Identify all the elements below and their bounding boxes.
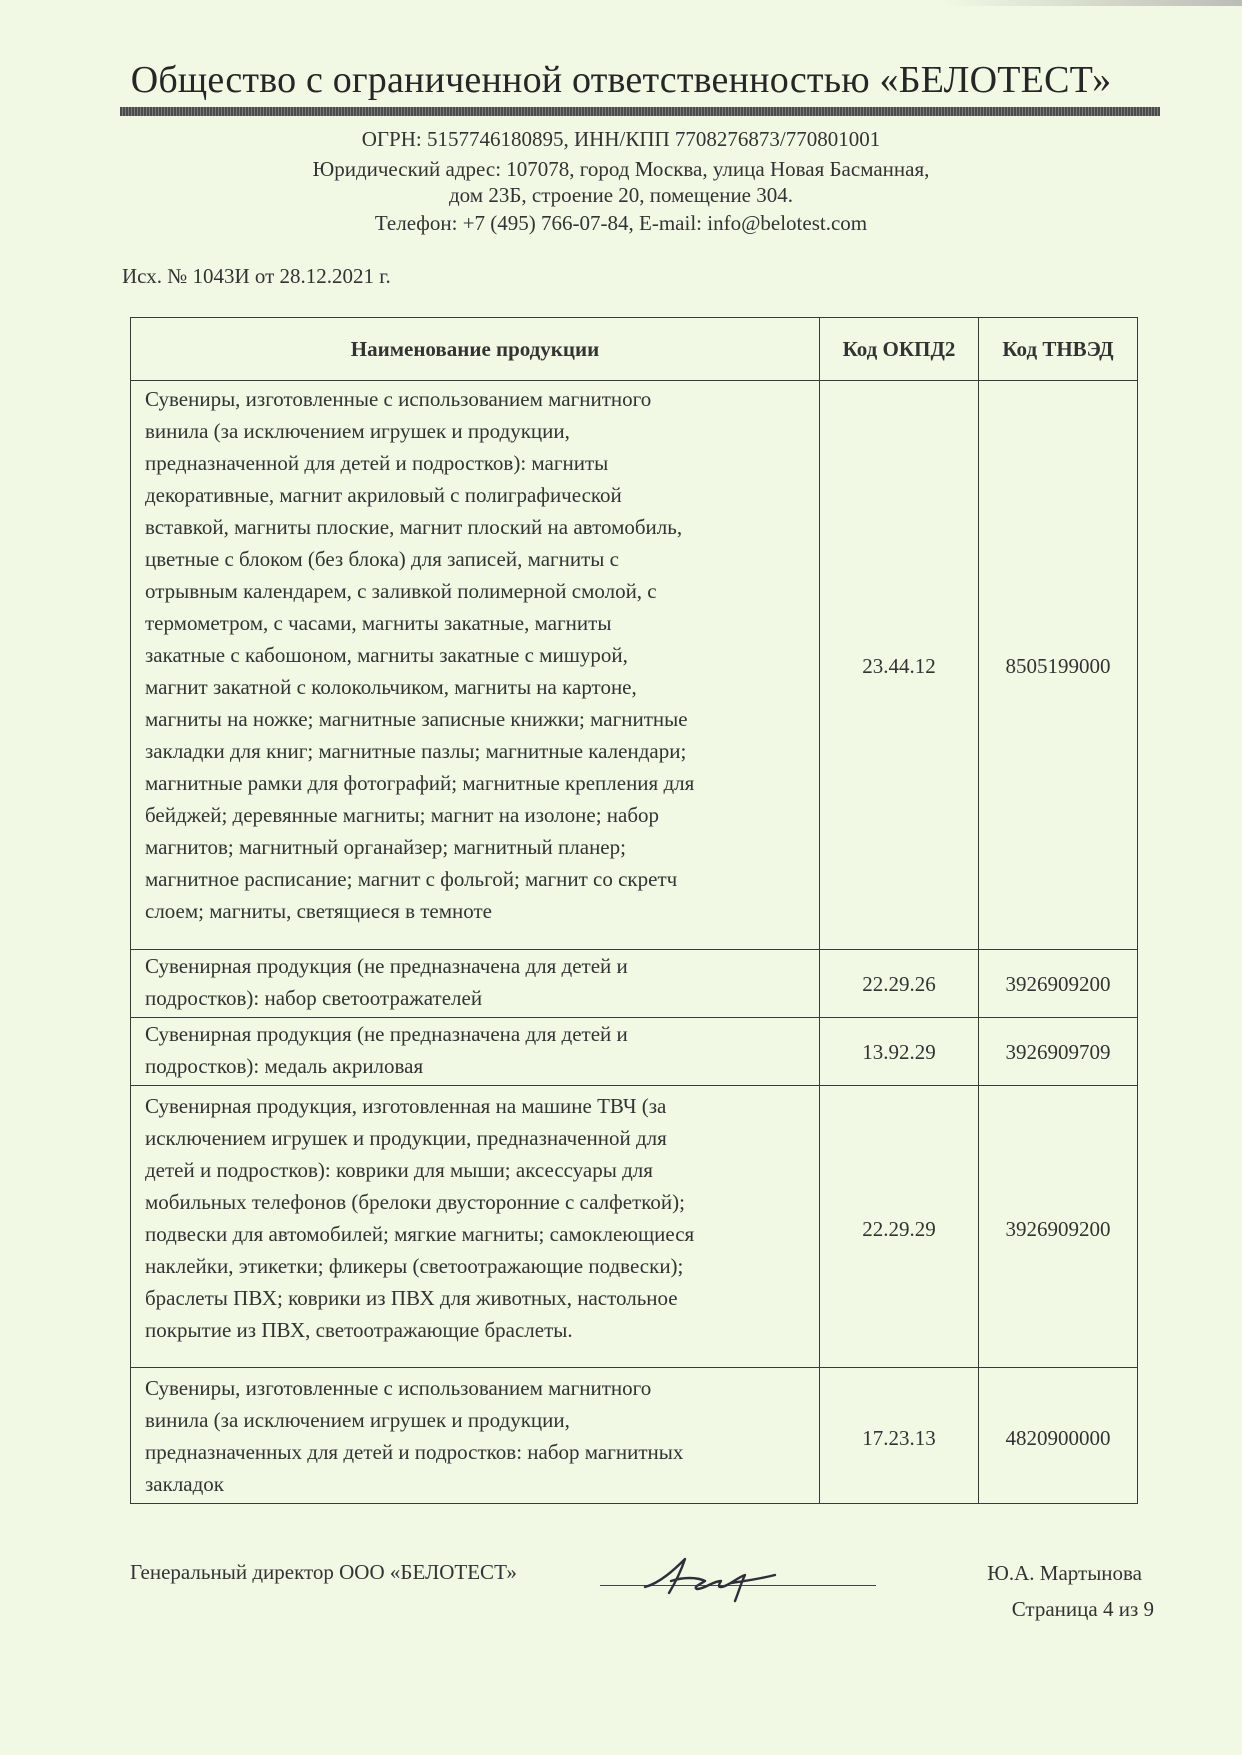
product-name-line: цветные с блоком (без блока) для записей, магниты с bbox=[145, 547, 619, 571]
product-name-line: мобильных телефонов (брелоки двусторонние с салфеткой); bbox=[145, 1190, 685, 1214]
table-row bbox=[131, 1018, 1138, 1086]
product-name-line: термометром, с часами, магниты закатные, магниты bbox=[145, 611, 612, 635]
product-name-line: Сувениры, изготовленные с использованием магнитного bbox=[145, 1376, 652, 1400]
page-number: Страница 4 из 9 bbox=[1011, 1597, 1154, 1621]
table-row bbox=[131, 1368, 1138, 1504]
product-name-line: исключением игрушек и продукции, предназначенной для bbox=[145, 1126, 667, 1150]
product-name-cell bbox=[131, 1368, 820, 1504]
director-title: Генеральный директор ООО «БЕЛОТЕСТ» bbox=[130, 1560, 517, 1584]
product-name-line: винила (за исключением игрушек и продукции, bbox=[145, 1408, 570, 1432]
outgoing-reference: Исх. № 1043И от 28.12.2021 г. bbox=[122, 264, 391, 288]
product-name-line: наклейки, этикетки; фликеры (светоотражающие подвески); bbox=[145, 1254, 684, 1278]
registration-line: ОГРН: 5157746180895, ИНН/КПП 7708276873/770801001 bbox=[361, 127, 881, 151]
column-header-okpd2: Код ОКПД2 bbox=[820, 318, 979, 381]
address-line-1: Юридический адрес: 107078, город Москва, улица Новая Басманная, bbox=[312, 157, 930, 181]
product-name-line: магнитов; магнитный органайзер; магнитный планер; bbox=[145, 835, 626, 859]
table-header-row bbox=[131, 318, 1138, 381]
okpd2-code-cell: 17.23.13 bbox=[820, 1368, 979, 1504]
product-name-line: Сувенирная продукция, изготовленная на машине ТВЧ (за bbox=[145, 1094, 667, 1118]
okpd2-code-cell: 23.44.12 bbox=[820, 381, 979, 950]
product-name-line: вставкой, магниты плоские, магнит плоский на автомобиль, bbox=[145, 515, 683, 539]
product-name-line: слоем; магниты, светящиеся в темноте bbox=[145, 899, 492, 923]
product-name-cell bbox=[131, 381, 820, 950]
company-name: Общество с ограниченной ответственностью «БЕЛОТЕСТ» bbox=[130, 59, 1112, 101]
address-line-2: дом 23Б, строение 20, помещение 304. bbox=[449, 183, 793, 207]
column-header-name: Наименование продукции bbox=[131, 318, 820, 381]
tnved-code-cell: 3926909200 bbox=[979, 950, 1138, 1018]
product-name-line: отрывным календарем, с заливкой полимерной смолой, с bbox=[145, 579, 657, 603]
product-name-cell bbox=[131, 1018, 820, 1086]
product-name-line: подвески для автомобилей; мягкие магниты; самоклеющиеся bbox=[145, 1222, 695, 1246]
handwritten-signature bbox=[635, 1553, 785, 1605]
product-name-line: винила (за исключением игрушек и продукции, bbox=[145, 419, 570, 443]
director-name: Ю.А. Мартынова bbox=[987, 1561, 1142, 1585]
product-name-line: браслеты ПВХ; коврики из ПВХ для животных, настольное bbox=[145, 1286, 678, 1310]
contacts-line: Телефон: +7 (495) 766-07-84, E-mail: info@belotest.com bbox=[374, 211, 868, 235]
product-name-line: закладок bbox=[145, 1472, 225, 1496]
product-name-line: закладки для книг; магнитные пазлы; магнитные календари; bbox=[145, 739, 687, 763]
product-name-line: подростков): медаль акриловая bbox=[145, 1054, 424, 1078]
tnved-code-cell: 8505199000 bbox=[979, 381, 1138, 950]
product-name-line: декоративные, магнит акриловый с полиграфической bbox=[145, 483, 622, 507]
product-name-line: подростков): набор светоотражателей bbox=[145, 986, 483, 1010]
product-name-line: предназначенной для детей и подростков): магниты bbox=[145, 451, 609, 475]
signature-row bbox=[130, 1553, 1142, 1613]
product-name-line: покрытие из ПВХ, светоотражающие браслеты. bbox=[145, 1318, 573, 1342]
product-name-line: магнитное расписание; магнит с фольгой; магнит со скретч bbox=[145, 867, 678, 891]
product-name-line: детей и подростков): коврики для мыши; аксессуары для bbox=[145, 1158, 653, 1182]
product-name-line: закатные с кабошоном, магниты закатные с мишурой, bbox=[145, 643, 628, 667]
tnved-code-cell: 3926909200 bbox=[979, 1086, 1138, 1368]
product-name-line: предназначенных для детей и подростков: набор магнитных bbox=[145, 1440, 684, 1464]
okpd2-code-cell: 22.29.29 bbox=[820, 1086, 979, 1368]
tnved-code-cell: 4820900000 bbox=[979, 1368, 1138, 1504]
product-name-line: Сувенирная продукция (не предназначена для детей и bbox=[145, 954, 628, 978]
tnved-code-cell: 3926909709 bbox=[979, 1018, 1138, 1086]
table-row bbox=[131, 950, 1138, 1018]
products-table bbox=[130, 317, 1138, 1504]
product-name-line: бейджей; деревянные магниты; магнит на изолоне; набор bbox=[145, 803, 660, 827]
product-name-line: магнит закатной с колокольчиком, магниты на картоне, bbox=[145, 675, 637, 699]
table-row bbox=[131, 381, 1138, 950]
product-name-line: магнитные рамки для фотографий; магнитные крепления для bbox=[145, 771, 695, 795]
product-name-cell bbox=[131, 950, 820, 1018]
scan-edge-artifact bbox=[942, 0, 1242, 6]
okpd2-code-cell: 22.29.26 bbox=[820, 950, 979, 1018]
product-name-line: Сувениры, изготовленные с использованием магнитного bbox=[145, 387, 652, 411]
okpd2-code-cell: 13.92.29 bbox=[820, 1018, 979, 1086]
column-header-tnved: Код ТНВЭД bbox=[979, 318, 1138, 381]
product-name-line: магниты на ножке; магнитные записные книжки; магнитные bbox=[145, 707, 688, 731]
product-name-line: Сувенирная продукция (не предназначена для детей и bbox=[145, 1022, 628, 1046]
header-rule bbox=[120, 107, 1160, 116]
product-name-cell bbox=[131, 1086, 820, 1368]
table-row bbox=[131, 1086, 1138, 1368]
